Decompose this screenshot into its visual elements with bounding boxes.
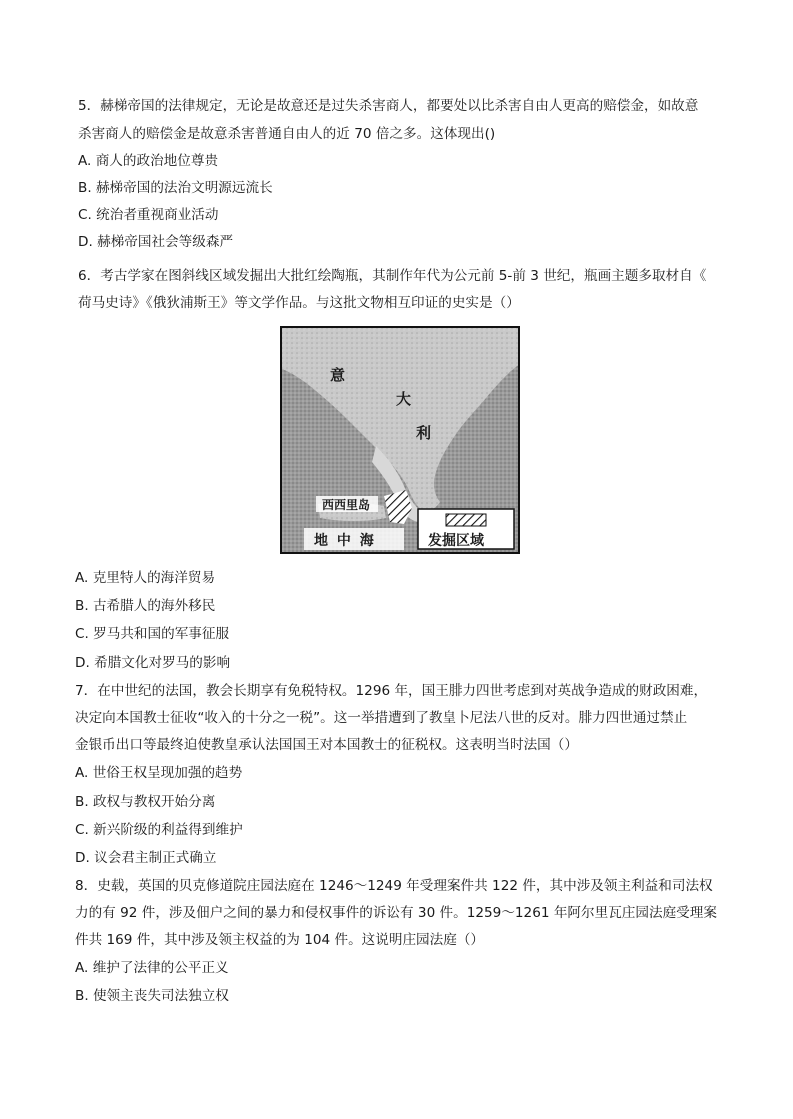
q7-option-a: A. 世俗王权呈现加强的趋势 [75,765,243,781]
q7-option-d: D. 议会君主制正式确立 [75,850,217,866]
map-label-mediterranean: 地 中 海 [314,533,376,549]
q6-stem-line-2: 荷马史诗》《俄狄浦斯王》等文学作品。与这批文物相互印证的史实是（） [78,295,520,311]
q5-option-b: B. 赫梯帝国的法治文明源远流长 [78,180,273,196]
italy-map [280,326,520,554]
q6-option-b: B. 古希腊人的海外移民 [75,598,216,614]
q5-option-c: C. 统治者重视商业活动 [78,207,219,223]
q5-stem-line-1: 5．赫梯帝国的法律规定，无论是故意还是过失杀害商人，都要处以比杀害自由人更高的赔偿金，如故意 [78,98,699,114]
q7-stem-line-3: 金银币出口等最终迫使教皇承认法国国王对本国教士的征税权。这表明当时法国（） [75,737,578,753]
q8-option-b: B. 使领主丧失司法独立权 [75,988,229,1004]
q5-option-d: D. 赫梯帝国社会等级森严 [78,234,234,250]
q8-stem-line-3: 件共 169 件，其中涉及领主权益的为 104 件。这说明庄园法庭（） [75,932,485,948]
map-label-li: 利 [416,424,432,442]
map-legend-label: 发掘区域 [428,533,484,549]
legend-hatch-swatch [446,514,486,526]
q8-option-a: A. 维护了法律的公平正义 [75,960,229,976]
q7-stem-line-1: 7．在中世纪的法国，教会长期享有免税特权。1296 年，国王腓力四世考虑到对英战争造成的财政困难， [75,683,708,699]
map-label-yi: 意 [330,366,346,384]
q6-option-c: C. 罗马共和国的军事征服 [75,626,230,642]
q6-stem-line-1: 6．考古学家在图斜线区域发掘出大批红绘陶瓶，其制作年代为公元前 5-前 3 世纪，瓶画主题多取材自《 [78,268,707,284]
q6-option-d: D. 希腊文化对罗马的影响 [75,655,231,671]
q8-stem-line-1: 8．史载，英国的贝克修道院庄园法庭在 1246～1249 年受理案件共 122 件，其中涉及领主利益和司法权 [75,878,713,894]
map-label-da: 大 [396,390,412,408]
q7-stem-line-2: 决定向本国教士征收“收入的十分之一税”。这一举措遭到了教皇卜尼法八世的反对。腓力四世通过禁止 [75,710,688,726]
q5-stem-line-2: 杀害商人的赔偿金是故意杀害普通自由人的近 70 倍之多。这体现出() [78,126,496,142]
q7-option-b: B. 政权与教权开始分离 [75,794,216,810]
q5-option-a: A. 商人的政治地位尊贵 [78,153,219,169]
map-label-sicily: 西西里岛 [322,498,371,512]
q8-stem-line-2: 力的有 92 件，涉及佃户之间的暴力和侵权事件的诉讼有 30 件。1259～1261 年阿尔里瓦庄园法庭受理案 [75,905,717,921]
q7-option-c: C. 新兴阶级的利益得到维护 [75,822,243,838]
q6-option-a: A. 克里特人的海洋贸易 [75,570,216,586]
